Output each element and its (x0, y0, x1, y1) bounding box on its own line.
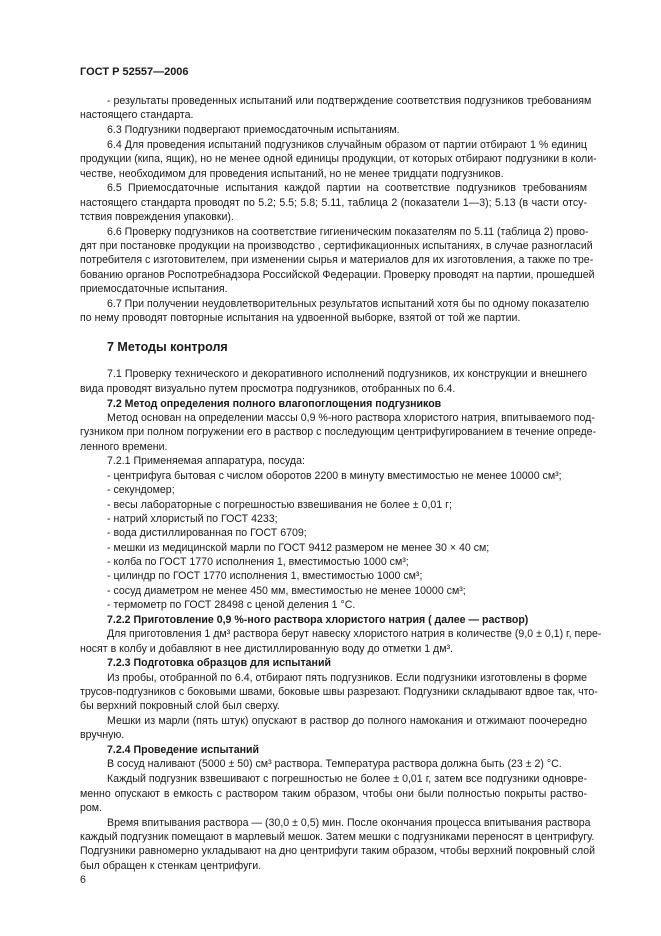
text-line: Из пробы, отобранной по 6.4, отбирают пять подгузников. Если подгузники изготовлены в форме (107, 671, 587, 684)
list-item: - сосуд диаметром не менее 450 мм, вместимостью не менее 10000 см³; (107, 584, 466, 597)
paragraph (80, 367, 587, 396)
paragraph (80, 671, 598, 714)
text-line: вида проводят визуально путем просмотра подгузников, отобранных по 6.4. (80, 382, 456, 395)
text-line: настоящего стандарта проводят по 5.2; 5.5; 5.8; 5.11, таблица 2 (показатели 1—3); 5.13 (в части отсу- (80, 196, 587, 209)
paragraph (80, 714, 587, 743)
text-line: приемосдаточные испытания. (80, 283, 228, 296)
text-line: 6.7 При получении неудовлетворительных результатов испытаний хотя бы по одному показателю (107, 297, 590, 310)
text-line: 6.6 Проверку подгузников на соответствие гигиеническим показателям по 5.11 (таблица 2) прово- (107, 225, 589, 238)
text-line: Метод основан на определении массы 0,9 %-ного раствора хлористого натрия, впитываемого под- (107, 411, 595, 424)
text-line: менно опускают в емкость с раствором таким образом, чтобы они были полностью покрыты раство- (80, 787, 587, 800)
document-body (80, 94, 602, 873)
text-line: вручную. (80, 729, 125, 742)
paragraph (80, 627, 602, 656)
text-line: Подгузники равномерно укладывают на дно центрифуги таким образом, чтобы верхний покровный слой (80, 845, 596, 858)
text-line: ром. (80, 801, 103, 814)
text-line: тствия повреждения упаковки). (80, 210, 234, 223)
list-item: - мешки из медицинской марли по ГОСТ 9412 размером не менее 30 × 40 см; (107, 541, 490, 554)
text-line: 6.5 Приемосдаточные испытания каждой партии на соответствие подгузников требованиям (107, 182, 587, 195)
equipment-list (80, 469, 587, 612)
text-line: 6.3 Подгузники подвергают приемосдаточным испытаниям. (107, 124, 400, 137)
text-line: честве, необходимом для проведения испытаний, но не менее тридцати подгузников. (80, 167, 504, 180)
paragraph (80, 772, 587, 815)
subsection-heading: 7.2.4 Проведение испытаний (107, 744, 260, 757)
paragraph (80, 411, 597, 454)
text-line: - результаты проведенных испытаний или подтверждение соответствия подгузников требованиям (107, 95, 592, 107)
paragraph (80, 454, 587, 468)
paragraph (80, 757, 587, 771)
list-item: - центрифуга бытовая с числом оборотов 2200 в минуту вместимостью не менее 10000 см³; (107, 470, 562, 483)
paragraph (80, 225, 595, 297)
text-line: В сосуд наливают (5000 ± 50) см³ раствора. Температура раствора должна быть (23 ± 2) °С. (107, 758, 562, 771)
text-line: 7.1 Проверку технического и декоративного исполнений подгузников, их конструкции и внешнего (107, 368, 587, 381)
text-line: гузником при полном погружении его в раствор с последующим центрифугированием в течение опреде- (80, 426, 597, 439)
list-item: - натрий хлористый по ГОСТ 4233; (107, 513, 278, 526)
text-line: Каждый подгузник взвешивают с погрешностью не более ± 0,01 г, затем все подгузники одновре- (107, 773, 587, 786)
text-line: Мешки из марли (пять штук) опускают в раствор до полного намокания и отжимают поочередно (107, 715, 587, 728)
subsection-heading: 7.2 Метод определения полного влагопоглощения подгузников (107, 397, 442, 410)
text-line: дят при постановке продукции на производство , сертификационных испытаниях, в случае разногласий (80, 240, 593, 252)
paragraph (80, 181, 587, 224)
list-item: - секундомер; (107, 484, 175, 497)
text-line: Время впитывания раствора — (30,0 ± 0,5) мин. После окончания процесса впитывания раствора (107, 816, 591, 829)
section-heading: 7 Методы контроля (107, 340, 228, 355)
text-line: настоящего стандарта. (80, 109, 194, 122)
list-item: - цилиндр по ГОСТ 1770 исполнения 1, вместимостью 1000 см³; (107, 570, 423, 583)
text-line: Для приготовления 1 дм³ раствора берут навеску хлористого натрия в количестве (9,0 ± 0,1) г, пере- (107, 628, 602, 641)
subsection-heading: 7.2.2 Приготовление 0,9 %-ного раствора хлористого натрия ( далее — раствор) (107, 613, 529, 626)
list-item: - термометр по ГОСТ 28498 с ценой деления 1 °С. (107, 599, 356, 612)
list-item: - вода дистиллированная по ГОСТ 6709; (107, 527, 307, 540)
list-item: - весы лабораторные с погрешностью взвешивания не более ± 0,01 г; (107, 498, 452, 511)
text-line: 7.2.1 Применяемая аппаратура, посуда: (107, 455, 305, 468)
list-item: - колба по ГОСТ 1770 исполнения 1, вместимостью 1000 см³; (107, 556, 409, 569)
paragraph (80, 816, 596, 873)
text-line: каждый подгузник помещают в марлевый мешок. Затем мешки с подгузниками переносят в центрифугу. (80, 830, 595, 843)
paragraph (80, 123, 587, 137)
text-line: был обращен к стенкам центрифуги. (80, 859, 262, 872)
text-line: бы верхний покровный слой был сверху. (80, 700, 280, 713)
subsection-heading: 7.2.3 Подготовка образцов для испытаний (107, 657, 331, 670)
text-line: ленного времени. (80, 440, 168, 453)
document-header: ГОСТ Р 52557—2006 (80, 66, 189, 78)
text-line: бованию органов Роспотребнадзора Российской Федерации. Проверку проводят на партии, прошедшей (80, 268, 595, 281)
text-line: по нему проводят повторные испытания на удвоенной выборке, взятой от той же партии. (80, 312, 521, 325)
text-line: носят в колбу и добавляют в нее дистиллированную воду до отметки 1 дм³. (80, 642, 453, 655)
text-line: продукции (кипа, ящик), но не менее одной единицы продукции, от которых отбирают подгузники в коли- (80, 153, 597, 166)
text-line: потребителя с изготовителем, при изменении сырья и материалов для их изготовления, а также по тре- (80, 254, 594, 267)
paragraph (80, 94, 592, 123)
paragraph (80, 297, 590, 326)
text-line: 6.4 Для проведения испытаний подгузников случайным образом от партии отбирают 1 % единиц (107, 138, 587, 151)
paragraph (80, 138, 597, 181)
page-number: 6 (80, 874, 86, 886)
text-line: трусов-подгузников с боковыми швами, боковые швы разрезают. Подгузники складывают вдвое так, что- (80, 685, 598, 698)
